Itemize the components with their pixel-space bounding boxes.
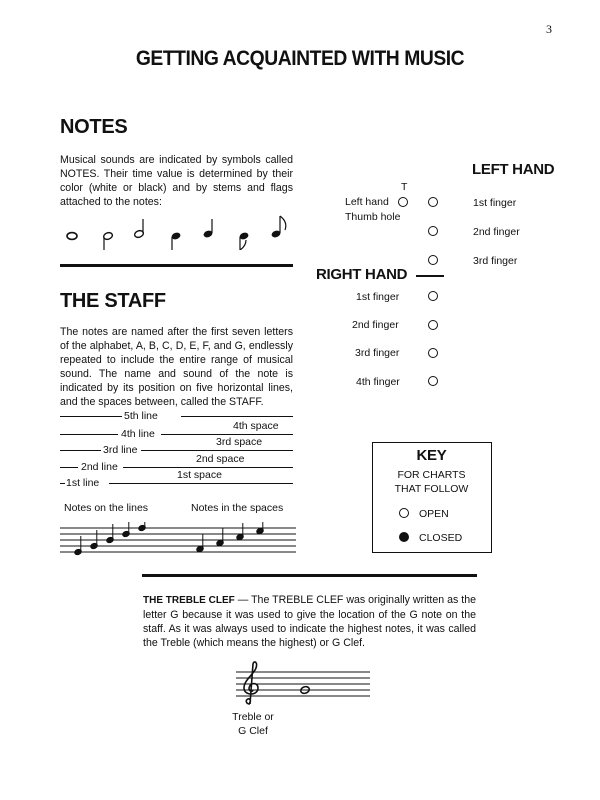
left-hole-1: [428, 197, 438, 207]
left-hole-3: [428, 255, 438, 265]
page-number: 3: [546, 22, 552, 36]
left-hole-2: [428, 226, 438, 236]
treble-caption-1: Treble or: [232, 711, 274, 723]
staff-notes-illustration: [60, 522, 296, 558]
quarter-note-stem-down: [171, 231, 182, 250]
right-hole-1: [428, 291, 438, 301]
key-title: KEY: [416, 447, 447, 464]
treble-lead: THE TREBLE CLEF: [143, 595, 235, 606]
hand-divider: [416, 275, 444, 277]
key-closed-label: CLOSED: [419, 532, 463, 544]
left-hand-label: Left hand: [345, 196, 389, 208]
key-box: [372, 442, 492, 553]
key-closed-circle: [399, 532, 409, 542]
right-hole-3: [428, 348, 438, 358]
left-finger-3-label: 3rd finger: [473, 255, 518, 267]
treble-paragraph: [143, 593, 476, 650]
right-finger-2-label: 2nd finger: [352, 319, 399, 331]
thumb-hole-label: Thumb hole: [345, 211, 401, 223]
whole-note: [67, 233, 77, 240]
right-hole-4: [428, 376, 438, 386]
notes-divider: [60, 264, 293, 267]
treble-caption-2: G Clef: [238, 725, 268, 737]
staff-diagram: [60, 410, 295, 490]
treble-text: — The TREBLE CLEF was originally written as the letter G because it was used to give the location of the G note on the staff. As it was always used to indicate the highest notes, it was called the Treble (which means the highest) or G Clef.: [143, 594, 476, 649]
half-note-stem-down: [103, 231, 114, 250]
left-finger-1-label: 1st finger: [473, 197, 517, 209]
thumb-marker: T: [401, 181, 408, 193]
space-label-1: 1st space: [177, 469, 222, 481]
page-title: GETTING ACQUAINTED WITH MUSIC: [135, 47, 465, 70]
right-hole-2: [428, 320, 438, 330]
notes-in-spaces-label: Notes in the spaces: [191, 502, 284, 514]
key-open-label: OPEN: [419, 508, 449, 520]
notes-on-lines-label: Notes on the lines: [64, 502, 149, 514]
line-label-3: 3rd line: [103, 444, 138, 456]
quarter-note-stem-up: [203, 219, 214, 239]
key-subtitle-2: THAT FOLLOW: [394, 483, 469, 495]
space-label-2: 2nd space: [196, 453, 245, 465]
left-finger-2-label: 2nd finger: [473, 226, 520, 238]
note-values-illustration: [60, 210, 300, 250]
space-label-3: 3rd space: [216, 436, 263, 448]
right-finger-1-label: 1st finger: [356, 291, 400, 303]
eighth-note-stem-up: [271, 216, 286, 239]
treble-clef-staff: [236, 660, 370, 708]
notes-paragraph: Musical sounds are indicated by symbols called NOTES. Their time value is determined by their color (white or black) and by stems and flags attached to the notes:: [60, 154, 293, 208]
thumb-hole-circle: [398, 197, 408, 207]
treble-divider: [142, 574, 477, 577]
line-label-4: 4th line: [121, 428, 155, 440]
space-label-4: 4th space: [233, 420, 279, 432]
line-label-2: 2nd line: [81, 461, 118, 473]
half-note-stem-up: [134, 219, 145, 239]
line-label-1: 1st line: [66, 477, 100, 489]
eighth-note-stem-down: [239, 231, 250, 250]
right-finger-4-label: 4th finger: [356, 376, 400, 388]
treble-clef-icon: [244, 662, 258, 704]
key-subtitle-1: FOR CHARTS: [397, 469, 466, 481]
notes-heading: NOTES: [60, 116, 128, 138]
staff-paragraph: The notes are named after the first seven letters of the alphabet, A, B, C, D, E, F, and G, endlessly repeated to include the entire range of musical sound. The name and sound of the note is indicated by its position on five horizontal lines, and the spaces between, called the STAFF.: [60, 326, 293, 408]
right-finger-3-label: 3rd finger: [355, 347, 400, 359]
line-label-5: 5th line: [124, 410, 158, 422]
left-hand-heading: LEFT HAND: [472, 161, 555, 178]
right-hand-heading: RIGHT HAND: [316, 266, 408, 283]
staff-heading: THE STAFF: [60, 290, 166, 312]
key-open-circle: [399, 508, 409, 518]
